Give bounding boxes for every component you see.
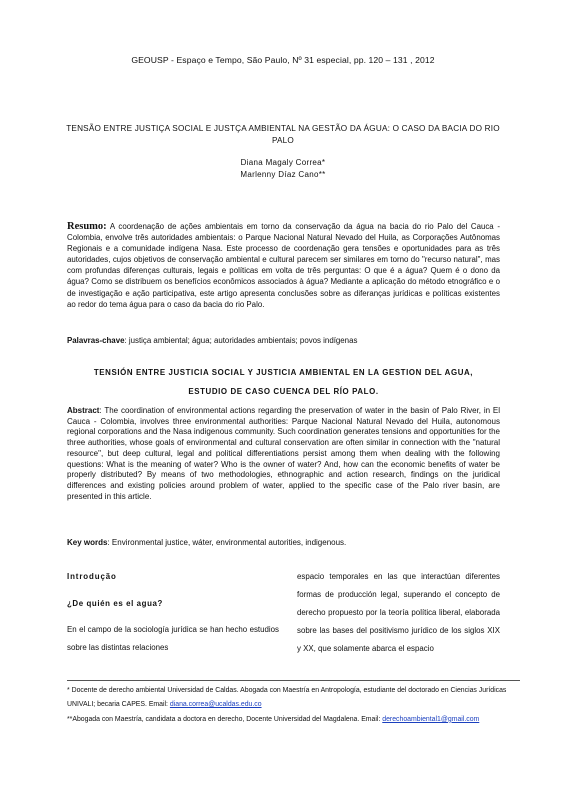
spanish-title-line-2: ESTUDIO DE CASO CUENCA DEL RÍO PALO.	[188, 387, 379, 396]
resumo-label: Resumo:	[67, 221, 107, 232]
palavras-chave-label: Palavras-chave	[67, 336, 125, 345]
footnote-1-email-link[interactable]: diana.correa@ucaldas.edu.co	[169, 701, 262, 709]
palavras-chave	[67, 335, 500, 346]
body-right-column: espacio temporales en las que interactúan diferentes formas de producción legal, superando el concepto de derecho propuesto por la teoría política liberal, elaborada sobre las bases del positivismo jurídico de los siglos XIX y XX, que solamente abarca el espacio	[297, 572, 500, 654]
key-words-text: : Environmental justice, wáter, environmental autorities, indigenous.	[107, 538, 347, 547]
key-words	[67, 537, 500, 548]
title-block	[60, 123, 506, 180]
footnote-2-text: **Abogada con Maestría, candidata a doctora en derecho, Docente Universidad del Magdalena. Email:	[67, 715, 383, 723]
abstract-paragraph	[67, 406, 500, 502]
body-left-column	[67, 566, 279, 657]
footnote-2-email-link[interactable]: derechoambiental1@gmail.com	[382, 715, 480, 723]
running-head: GEOUSP - Espaço e Tempo, São Paulo, Nº 31 especial, pp. 120 – 131 , 2012	[131, 55, 435, 65]
abstract-text: : The coordination of environmental actions regarding the preservation of water in the basin of Palo River, in El Cauca - Colombia, involves three environmental authorities: Parque Nacional Natural Nevado del Huila, autonomous regional corporations and the Nasa indigenous community. Such coordination generates tensions and opportunities for the three authorities, whose goals of environmental and cultural conservation are often similar in connection with the "natural resource", but deep cultural, legal and political differentiations persist among them when dealing with the following questions: What is the meaning of water? Who is the owner of water? And, how can the economic benefits of water be properly distributed? By means of two methodologies, ethnographic and action research, findings on the juridical differences and existing policies around problem of water, applied to the specific case of the Palo river basin, are presented in this article.	[67, 406, 500, 501]
author-1: Diana Magaly Correa*	[240, 158, 326, 167]
body-left-text: En el campo de la sociología jurídica se han hecho estudios sobre las distintas relaciones	[67, 625, 279, 652]
spanish-title-line-1: TENSIÓN ENTRE JUSTICIA SOCIAL Y JUSTICIA AMBIENTAL EN LA GESTION DEL AGUA,	[93, 368, 474, 377]
footnote-divider	[67, 680, 520, 681]
spanish-title	[67, 363, 500, 401]
heading-introducao: Introdução	[67, 572, 117, 581]
abstract-label: Abstract	[67, 406, 100, 415]
author-2: Marlenny Díaz Cano**	[240, 170, 326, 179]
resumo-text: A coordenação de ações ambientais em torno da conservação da água na bacia do rio Palo del Cauca - Colombia, envolve três autoridades ambientais: o Parque Nacional Natural Nevado del Huila, as Corporações Autônomas Regionais e a comunidade indígena Nasa. Este processo de coordenação gera tensões e oportunidades para as três autoridades, cujos objetivos de conservação ambiental e cultural parecem ser similares em torno do "recurso natural", mas com profundas diferenças culturais, legais e políticas em volta de três perguntas: O que é a água? Quem é o dono da água? Como se distribuem os benefícios econômicos associados à água? Mediante a aplicação do método etnográfico e o de investigação e ação participativa, este artigo apresenta conclusões sobre as diferanças jurídicas e políticas existentes ao redor do tema água para o caso da bacia do rio Palo.	[67, 222, 500, 309]
resumo-paragraph	[67, 221, 500, 310]
palavras-chave-text: : justiça ambiental; água; autoridades ambientais; povos indígenas	[124, 336, 358, 345]
footnotes	[67, 684, 522, 727]
footnote-2	[67, 713, 522, 727]
key-words-label: Key words	[67, 538, 108, 547]
footnote-1-text: * Docente de derecho ambiental Universidad de Caldas. Abogada con Maestría en Antropología, estudiante del doctorado en Ciencias Jurídicas UNIVALI; becaria CAPES. Email:	[67, 687, 507, 709]
article-title: TENSÃO ENTRE JUSTIÇA SOCIAL E JUSTÇA AMBIENTAL NA GESTÃO DA ÁGUA: O CASO DA BACIA DO RIO PALO	[66, 124, 500, 145]
heading-de-quien-es-el-agua: ¿De quién es el agua?	[67, 599, 163, 608]
footnote-1	[67, 684, 522, 713]
